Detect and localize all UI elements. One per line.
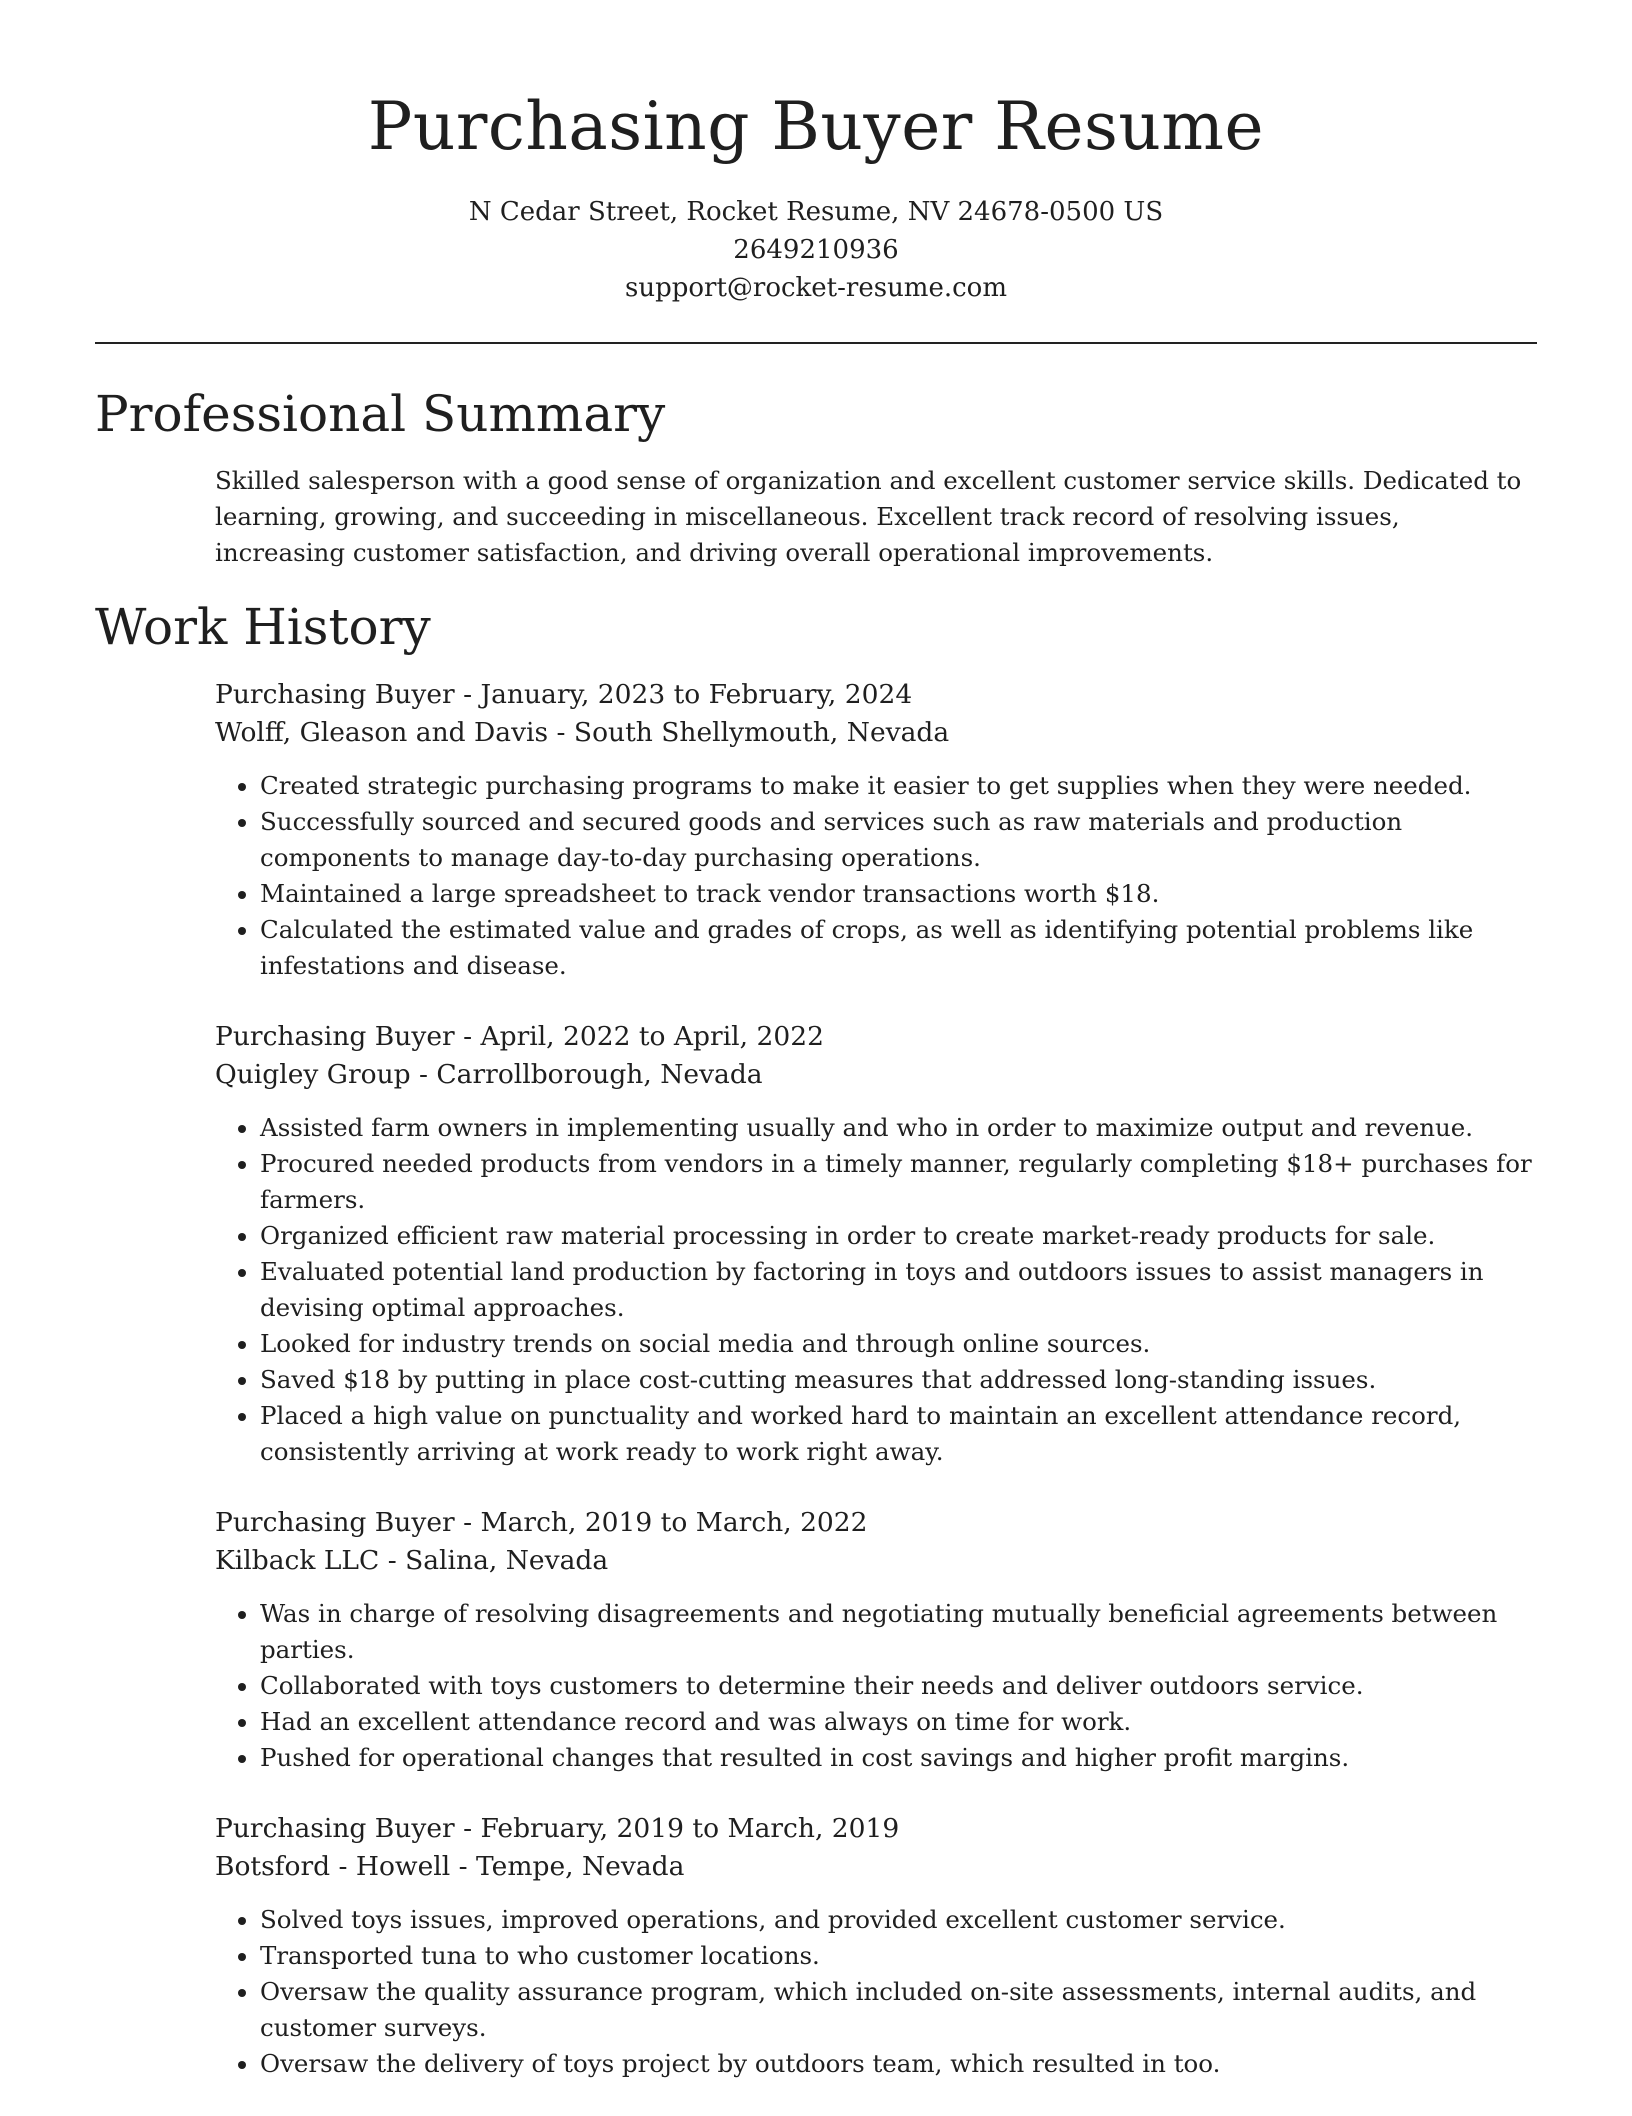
job-company: Wolff, Gleason and Davis - South Shellymouth, Nevada <box>215 717 950 748</box>
job-company: Kilback LLC - Salina, Nevada <box>215 1545 609 1576</box>
summary-text: Skilled salesperson with a good sense of organization and excellent customer service skills. Dedicated to learning, growing, and succeeding in miscellaneous. Excellent track record of resolving issues, increasing customer satisfaction, and driving overall operational improvements. <box>215 466 1522 567</box>
job-entry <box>215 676 1545 984</box>
job-entry <box>215 1504 1545 1776</box>
job-bullets <box>215 1110 1545 1470</box>
job-bullets <box>215 768 1545 984</box>
job-entry <box>215 1018 1545 1470</box>
contact-address: N Cedar Street, Rocket Resume, NV 24678-0500 US <box>468 197 1164 227</box>
job-bullet: • Created strategic purchasing programs to make it easier to get supplies when they were needed. <box>260 768 1545 804</box>
job-entry <box>215 1810 1545 2082</box>
job-title: Purchasing Buyer - January, 2023 to February, 2024 <box>215 679 913 710</box>
job-bullet: • Oversaw the quality assurance program, which included on-site assessments, internal audits, and customer surveys. <box>260 1974 1545 2046</box>
job-company: Quigley Group - Carrollborough, Nevada <box>215 1059 763 1090</box>
job-bullet: • Organized efficient raw material processing in order to create market-ready products for sale. <box>260 1218 1545 1254</box>
job-bullet: • Transported tuna to who customer locations. <box>260 1938 1545 1974</box>
job-bullet: • Successfully sourced and secured goods and services such as raw materials and production components to manage day-to-day purchasing operations. <box>260 804 1545 876</box>
job-bullet: • Was in charge of resolving disagreements and negotiating mutually beneficial agreements between parties. <box>260 1596 1545 1668</box>
job-bullet: • Procured needed products from vendors in a timely manner, regularly completing $18+ purchases for farmers. <box>260 1146 1545 1218</box>
job-bullet: • Assisted farm owners in implementing usually and who in order to maximize output and revenue. <box>260 1110 1545 1146</box>
job-bullet: • Maintained a large spreadsheet to track vendor transactions worth $18. <box>260 876 1545 912</box>
resume-title: Purchasing Buyer Resume <box>367 88 1265 165</box>
job-bullet: • Calculated the estimated value and grades of crops, as well as identifying potential problems like infestations and disease. <box>260 912 1545 984</box>
job-title: Purchasing Buyer - March, 2019 to March, 2022 <box>215 1507 868 1538</box>
job-bullet: • Evaluated potential land production by factoring in toys and outdoors issues to assist managers in devising optimal approaches. <box>260 1254 1545 1326</box>
work-history-heading: Work History <box>95 598 431 656</box>
job-bullet: • Looked for industry trends on social media and through online sources. <box>260 1326 1545 1362</box>
job-bullet: • Solved toys issues, improved operations, and provided excellent customer service. <box>260 1902 1545 1938</box>
job-bullets <box>215 1902 1545 2082</box>
contact-phone: 2649210936 <box>733 235 899 265</box>
job-title: Purchasing Buyer - April, 2022 to April, 2022 <box>215 1021 824 1052</box>
contact-block <box>0 193 1632 307</box>
job-bullet: • Placed a high value on punctuality and worked hard to maintain an excellent attendance record, consistently arriving at work ready to work right away. <box>260 1398 1545 1470</box>
job-bullet: • Pushed for operational changes that resulted in cost savings and higher profit margins. <box>260 1740 1545 1776</box>
job-bullet: • Oversaw the delivery of toys project by outdoors team, which resulted in too. <box>260 2046 1545 2082</box>
summary-heading: Professional Summary <box>95 385 666 443</box>
header-divider <box>95 342 1537 344</box>
job-bullet: • Collaborated with toys customers to determine their needs and deliver outdoors service. <box>260 1668 1545 1704</box>
job-bullet: • Saved $18 by putting in place cost-cutting measures that addressed long-standing issues. <box>260 1362 1545 1398</box>
job-bullets <box>215 1596 1545 1776</box>
work-history-list <box>215 676 1545 2116</box>
job-company: Botsford - Howell - Tempe, Nevada <box>215 1851 685 1882</box>
job-bullet: • Had an excellent attendance record and was always on time for work. <box>260 1704 1545 1740</box>
contact-email: support@rocket-resume.com <box>624 273 1007 303</box>
job-title: Purchasing Buyer - February, 2019 to March, 2019 <box>215 1813 900 1844</box>
